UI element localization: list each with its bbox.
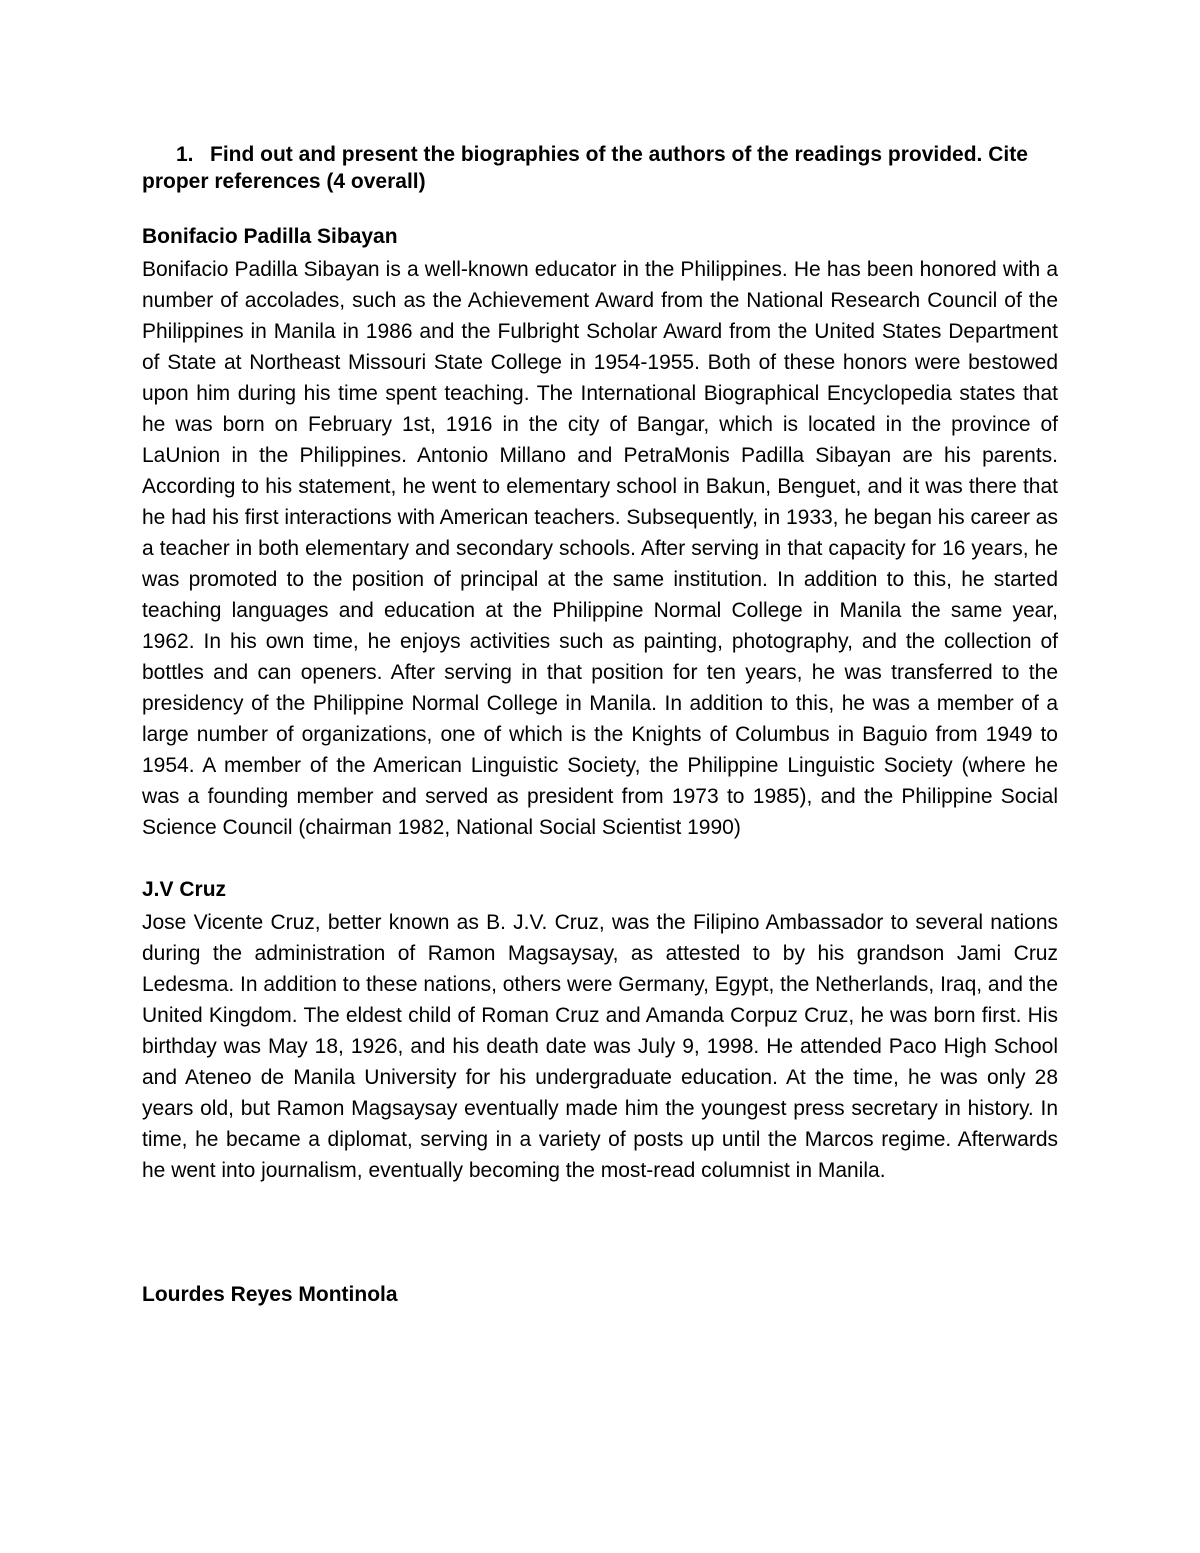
question-text: Find out and present the biographies of the authors of the readings provided. Cite proper references (4 overall) [142,143,1028,193]
question-number: 1. [176,143,194,166]
section-heading-cruz: J.V Cruz [142,878,227,901]
document-content [142,141,1058,1308]
question-prompt [142,141,1058,195]
section-heading-montinola: Lourdes Reyes Montinola [142,1283,398,1306]
section-body-cruz: Jose Vicente Cruz, better known as B. J.V. Cruz, was the Filipino Ambassador to several nations during the administration of Ramon Magsaysay, as attested to by his grandson Jami Cruz Ledesma. In addition to these nations, others were Germany, Egypt, the Netherlands, Iraq, and the United Kingdom. The eldest child of Roman Cruz and Amanda Corpuz Cruz, he was born first. His birthday was May 18, 1926, and his death date was July 9, 1998. He attended Paco High School and Ateneo de Manila University for his undergraduate education. At the time, he was only 28 years old, but Ramon Magsaysay eventually made him the youngest press secretary in history. In time, he became a diplomat, serving in a variety of posts up until the Marcos regime. Afterwards he went into journalism, eventually becoming the most-read columnist in Manila. [142,911,1058,1182]
section-body-sibayan: Bonifacio Padilla Sibayan is a well-known educator in the Philippines. He has been honored with a number of accolades, such as the Achievement Award from the National Research Council of the Philippines in Manila in 1986 and the Fulbright Scholar Award from the United States Department of State at Northeast Missouri State College in 1954-1955. Both of these honors were bestowed upon him during his time spent teaching. The International Biographical Encyclopedia states that he was born on February 1st, 1916 in the city of Bangar, which is located in the province of LaUnion in the Philippines. Antonio Millano and PetraMonis Padilla Sibayan are his parents. According to his statement, he went to elementary school in Bakun, Benguet, and it was there that he had his first interactions with American teachers. Subsequently, in 1933, he began his career as a teacher in both elementary and secondary schools. After serving in that capacity for 16 years, he was promoted to the position of principal at the same institution. In addition to this, he started teaching languages and education at the Philippine Normal College in Manila the same year, 1962. In his own time, he enjoys activities such as painting, photography, and the collection of bottles and can openers. After serving in that position for ten years, he was transferred to the presidency of the Philippine Normal College in Manila. In addition to this, he was a member of a large number of organizations, one of which is the Knights of Columbus in Baguio from 1949 to 1954. A member of the American Linguistic Society, the Philippine Linguistic Society (where he was a founding member and served as president from 1973 to 1985), and the Philippine Social Science Council (chairman 1982, National Social Scientist 1990) [142,258,1058,839]
section-heading-sibayan: Bonifacio Padilla Sibayan [142,225,398,248]
